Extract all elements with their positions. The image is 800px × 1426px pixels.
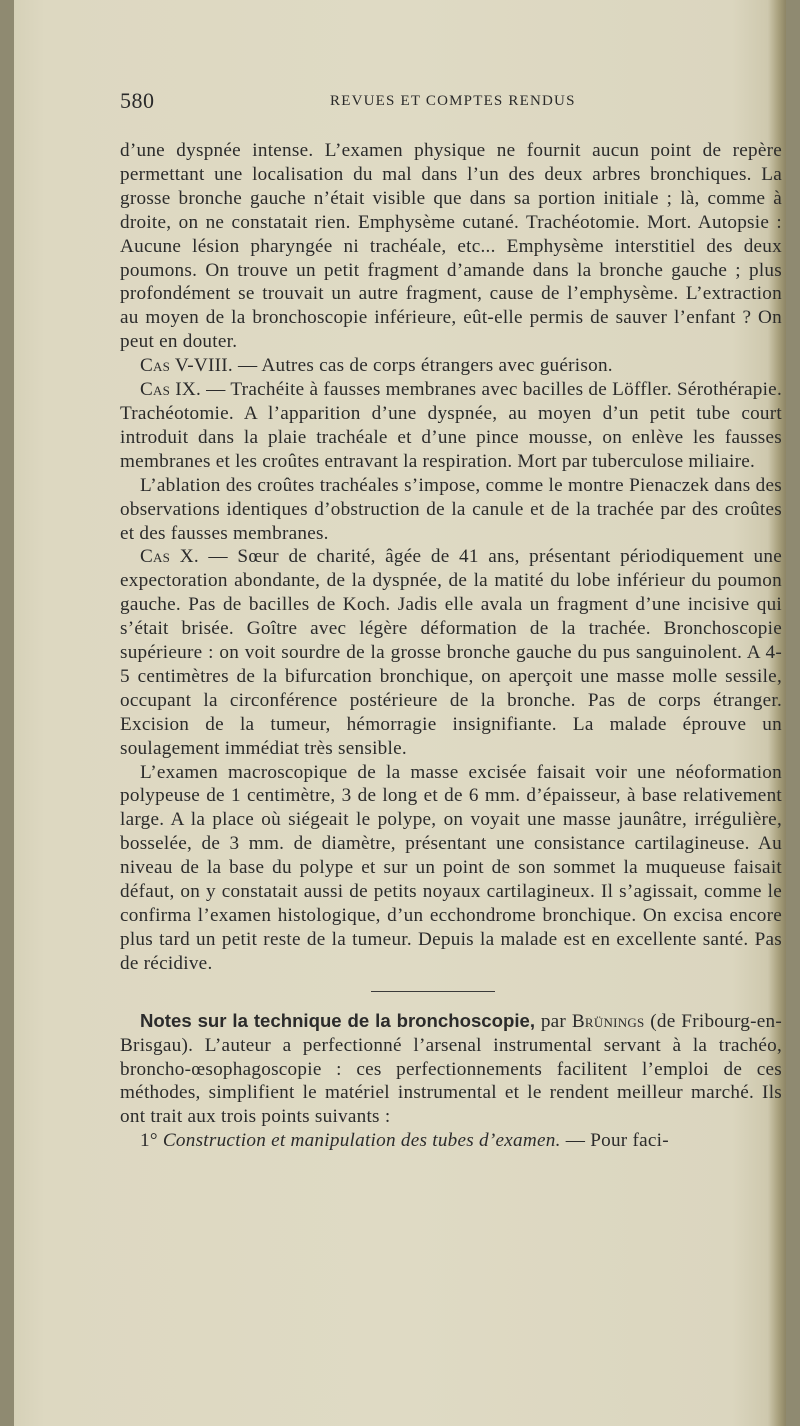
paragraph-ablation — [120, 474, 782, 546]
book-page — [14, 0, 786, 1426]
item-title: Construction et manipulation des tubes d’examen. — [162, 1130, 561, 1152]
item-text: — Pour faci- — [560, 1130, 669, 1152]
paragraph-text: IX. — Trachéite à fausses membranes avec bacilles de Löffler. Sérothérapie. Trachéotomie. A l’apparition d’une dyspnée, au moyen d’un petit tube court introduit dans la plaie trachéale et d’une pince mousse, on enlève les fausses membranes et les croûtes entravant la respiration. Mort par tuberculose miliaire. — [120, 379, 782, 472]
section-title: Notes sur la technique de la bronchoscopie, — [140, 1009, 536, 1031]
paragraph-text: V-VIII. — Autres cas de corps étrangers avec guérison. — [170, 355, 613, 377]
item-number: 1° — [140, 1130, 158, 1152]
paragraph-case-ix — [120, 378, 782, 474]
case-label: Cas — [140, 546, 171, 568]
paragraph-case-v-viii — [120, 354, 782, 378]
body-text — [120, 139, 782, 1153]
paragraph-text: L’ablation des croûtes trachéales s’impose, comme le montre Pienaczek dans des observations identiques d’obstruction de la canule et de la trachée par des croûtes et des fausses membranes. — [120, 474, 782, 544]
paragraph-examen — [120, 761, 782, 976]
section-divider — [371, 991, 495, 992]
paragraph-text: d’une dyspnée intense. L’examen physique ne fournit aucun point de repère permettant une localisation du mal dans l’un des deux arbres bronchiques. La grosse bronche gauche n’était visible que dans sa portion initiale ; là, comme à droite, on ne constatait rien. Emphysème cutané. Trachéotomie. Mort. Autopsie : Aucune lésion pharyngée ni trachéale, etc... Emphysème interstitiel des deux poumons. On trouve un petit fragment d’amande dans la bronche gauche ; plus profondément se trouvait un autre fragment, cause de l’emphysème. L’extraction au moyen de la bronchoscopie inférieure, eût-elle permis de sauver l’enfant ? On peut en douter. — [120, 140, 782, 353]
numbered-item-1 — [120, 1129, 782, 1153]
page-number: 580 — [120, 88, 155, 113]
paragraph-case-x — [120, 545, 782, 760]
paragraph-continuation — [120, 139, 782, 354]
section-author: Brünings — [571, 1010, 645, 1032]
running-head: REVUES ET COMPTES RENDUS — [330, 93, 576, 109]
paragraph-text: X. — Sœur de charité, âgée de 41 ans, présentant périodiquement une expectoration abondante, de la dyspnée, de la matité du lobe inférieur du poumon gauche. Pas de bacilles de Koch. Jadis elle avala un fragment d’une incisive qui s’était brisée. Goître avec légère déformation de la trachée. Bronchoscopie supérieure : on voit sourdre de la grosse bronche gauche du pus sanguinolent. A 4-5 centimètres de la bifurcation bronchique, on aperçoit une masse molle sessile, occupant la circonférence postérieure de la bronche. Pas de corps étranger. Excision de la tumeur, hémorragie insignifiante. La malade éprouve un soulagement immédiat très sensible. — [120, 546, 782, 759]
paragraph-text: L’examen macroscopique de la masse excisée faisait voir une néoformation polypeuse de 1 centimètre, 3 de long et de 6 mm. d’épaisseur, à base relativement large. A la place où siégeait le polype, on voyait une masse jaunâtre, irrégulière, bosselée, de 3 mm. de diamètre, présentant une consistance cartilagineuse. Au niveau de la base du polype et sur un point de son sommet la muqueuse faisait défaut, on y constatait aussi de petits noyaux cartilagineux. Il s’agissait, comme le confirma l’examen histologique, d’un ecchondrome bronchique. On excisa encore plus tard un petit reste de la tumeur. Depuis la malade est en excellente santé. Pas de récidive. — [120, 761, 782, 974]
section-by: par — [535, 1010, 572, 1032]
case-label: Cas — [140, 379, 171, 401]
case-label: Cas — [140, 355, 171, 377]
section-notes — [120, 1009, 782, 1130]
section-text: (de Fribourg-en-Brisgau). L’auteur a perfectionné l’arsenal instrumental servant à la trachéo, broncho-œsophagoscopie : ces perfectionnements facilitent l’emploi de ces méthodes, simplifient le matériel instrumental et le rendent meilleur marché. Ils ont trait aux trois points suivants : — [120, 1010, 783, 1128]
page-header — [120, 88, 680, 118]
